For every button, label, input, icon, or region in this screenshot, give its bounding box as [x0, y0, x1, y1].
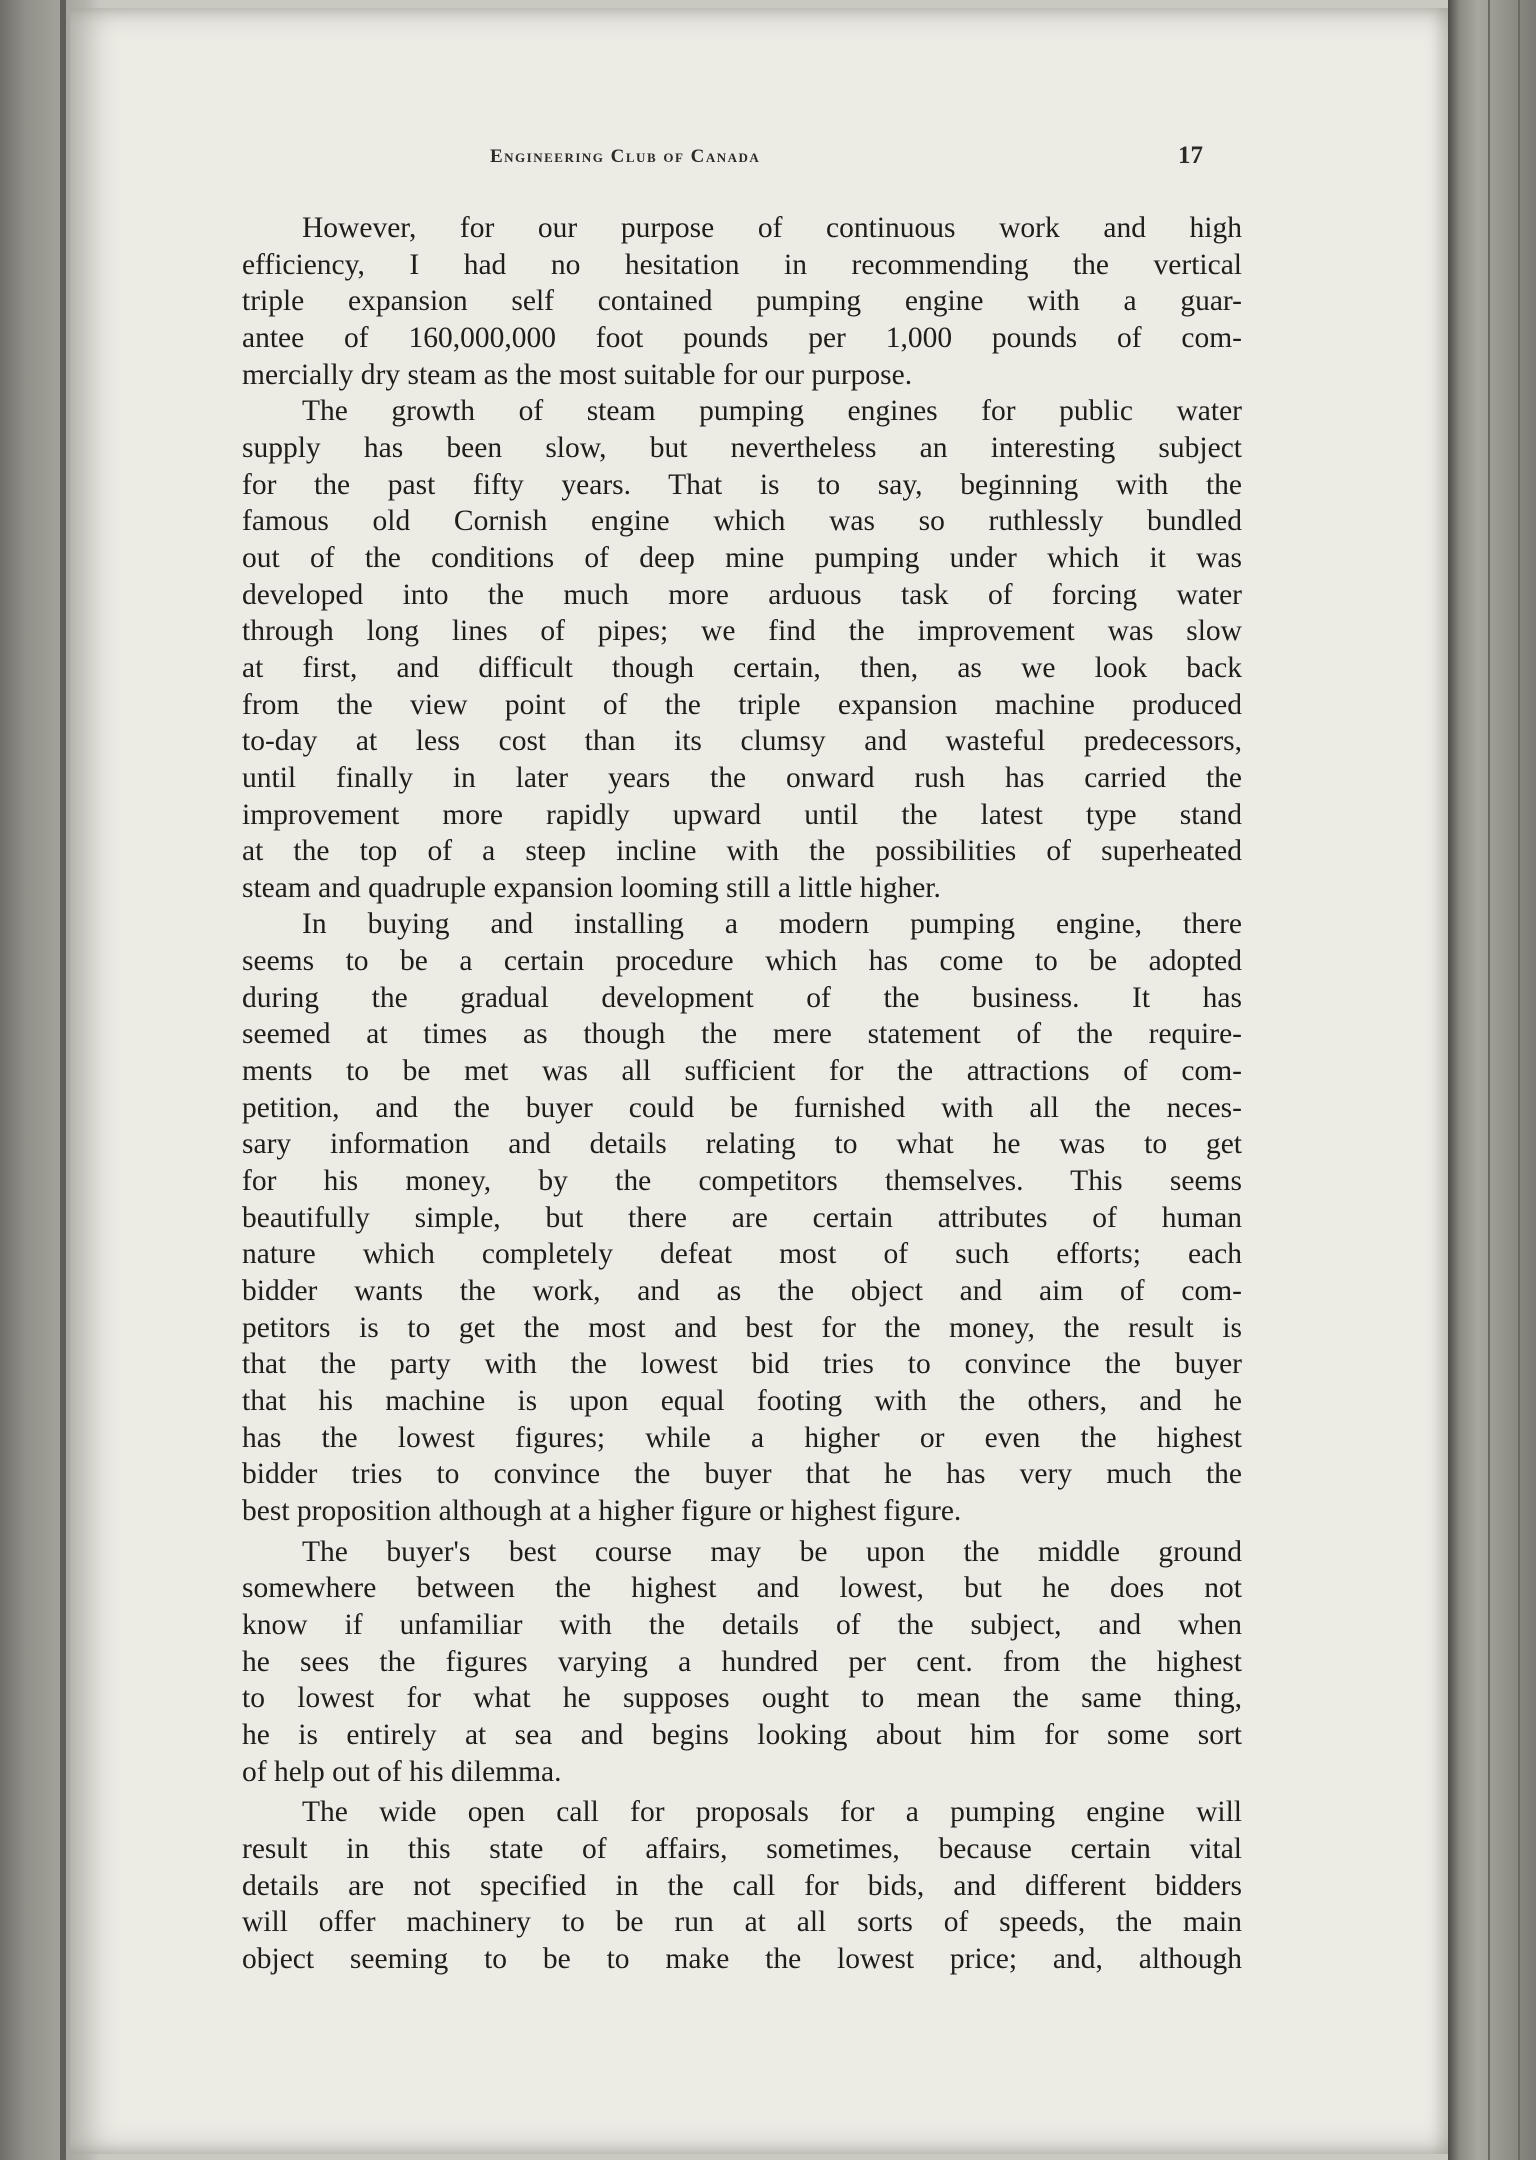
- text-line: to-day at less cost than its clumsy and wasteful predecessors,: [242, 725, 1242, 758]
- book-spine-shadow: [60, 0, 66, 2160]
- text-line: through long lines of pipes; we find the improvement was slow: [242, 615, 1242, 648]
- text-line: However, for our purpose of continuous work and high: [302, 212, 1242, 244]
- text-line: triple expansion self contained pumping engine with a guar-: [242, 285, 1242, 318]
- paragraph: [242, 906, 1242, 1529]
- text-line: details are not specified in the call for bids, and different bidders: [242, 1869, 1242, 1902]
- text-line: developed into the much more arduous task of forcing water: [242, 578, 1242, 611]
- body-text: [242, 210, 1242, 1978]
- text-line: improvement more rapidly upward until the latest type stand: [242, 798, 1242, 831]
- text-line: efficiency, I had no hesitation in recommending the vertical: [242, 248, 1242, 281]
- text-line: out of the conditions of deep mine pumping under which it was: [242, 541, 1242, 574]
- text-line: bidder wants the work, and as the object and aim of com-: [242, 1275, 1242, 1308]
- text-line: best proposition although at a higher figure or highest figure.: [242, 1494, 962, 1527]
- text-line: somewhere between the highest and lowest, but he does not: [242, 1572, 1242, 1605]
- text-line: know if unfamiliar with the details of the subject, and when: [242, 1608, 1242, 1641]
- text-line: for his money, by the competitors themselves. This seems: [242, 1165, 1242, 1198]
- text-line: at the top of a steep incline with the possibilities of superheated: [242, 835, 1242, 868]
- text-line: that his machine is upon equal footing with the others, and he: [242, 1385, 1242, 1417]
- text-line: antee of 160,000,000 foot pounds per 1,000 pounds of com-: [242, 321, 1242, 354]
- text-line: seems to be a certain procedure which has come to be adopted: [242, 945, 1242, 978]
- text-line: at first, and difficult though certain, then, as we look back: [242, 651, 1242, 684]
- text-line: The buyer's best course may be upon the middle ground: [302, 1535, 1242, 1568]
- text-line: will offer machinery to be run at all sorts of speeds, the main: [242, 1906, 1242, 1939]
- text-line: object seeming to be to make the lowest price; and, although: [242, 1942, 1242, 1975]
- text-line: seemed at times as though the mere statement of the require-: [242, 1018, 1242, 1051]
- text-line: has the lowest figures; while a higher or even the highest: [242, 1421, 1242, 1454]
- text-line: In buying and installing a modern pumping engine, there: [302, 908, 1242, 941]
- text-line: bidder tries to convince the buyer that he has very much the: [242, 1458, 1242, 1491]
- text-line: he is entirely at sea and begins looking about him for some sort: [242, 1718, 1242, 1751]
- page-number: 17: [1178, 142, 1203, 169]
- page-edge-stack: [1448, 0, 1536, 2160]
- text-line: steam and quadruple expansion looming still a little higher.: [242, 871, 941, 904]
- paragraph: [242, 1534, 1242, 1791]
- text-line: nature which completely defeat most of such efforts; each: [242, 1238, 1242, 1271]
- running-head: Engineering Club of Canada: [490, 146, 761, 167]
- text-line: ments to be met was all sufficient for the attractions of com-: [242, 1055, 1242, 1088]
- text-line: The wide open call for proposals for a pumping engine will: [302, 1796, 1242, 1829]
- text-line: from the view point of the triple expansion machine produced: [242, 688, 1242, 721]
- text-line: until finally in later years the onward rush has carried the: [242, 761, 1242, 794]
- text-line: petition, and the buyer could be furnished with all the neces-: [242, 1091, 1242, 1124]
- text-line: The growth of steam pumping engines for public water: [302, 395, 1242, 428]
- text-line: supply has been slow, but nevertheless an interesting subject: [242, 431, 1242, 464]
- text-line: of help out of his dilemma.: [242, 1755, 562, 1788]
- text-line: famous old Cornish engine which was so ruthlessly bundled: [242, 505, 1242, 538]
- text-line: during the gradual development of the business. It has: [242, 981, 1242, 1014]
- text-line: beautifully simple, but there are certain attributes of human: [242, 1201, 1242, 1234]
- text-line: petitors is to get the most and best for the money, the result is: [242, 1311, 1242, 1344]
- paragraph: [242, 1794, 1242, 1977]
- text-line: he sees the figures varying a hundred per cent. from the highest: [242, 1645, 1242, 1678]
- paragraph: [242, 210, 1242, 393]
- text-line: sary information and details relating to what he was to get: [242, 1128, 1242, 1161]
- text-line: that the party with the lowest bid tries to convince the buyer: [242, 1348, 1242, 1381]
- text-line: result in this state of affairs, sometimes, because certain vital: [242, 1832, 1242, 1865]
- text-line: mercially dry steam as the most suitable for our purpose.: [242, 358, 913, 391]
- text-line: to lowest for what he supposes ought to mean the same thing,: [242, 1682, 1242, 1715]
- text-line: for the past fifty years. That is to say, beginning with the: [242, 468, 1242, 501]
- paragraph: [242, 393, 1242, 906]
